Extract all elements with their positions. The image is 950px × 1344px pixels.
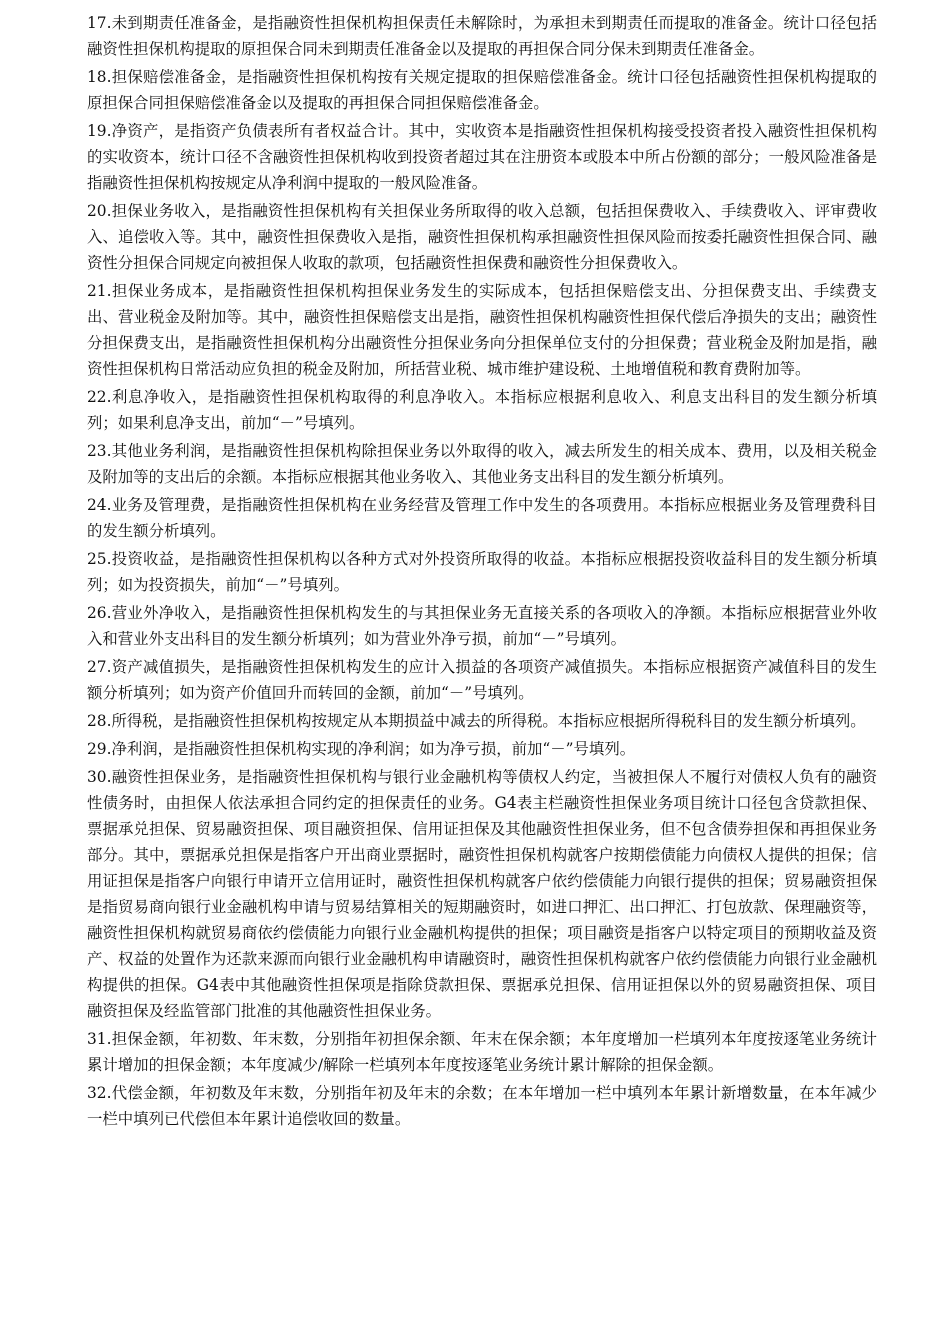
paragraph-24-business-management-fee: 24.业务及管理费，是指融资性担保机构在业务经营及管理工作中发生的各项费用。本指标应根据业务及管理费科目的发生额分析填列。	[87, 496, 877, 540]
paragraph-25-investment-income: 25.投资收益，是指融资性担保机构以各种方式对外投资所取得的收益。本指标应根据投资收益科目的发生额分析填列；如为投资损失，前加“－”号填列。	[87, 550, 877, 594]
paragraph-22-net-interest-income: 22.利息净收入，是指融资性担保机构取得的利息净收入。本指标应根据利息收入、利息支出科目的发生额分析填列；如果利息净支出，前加“－”号填列。	[87, 388, 877, 432]
document-page	[87, 10, 877, 1134]
paragraph-29-net-profit: 29.净利润，是指融资性担保机构实现的净利润；如为净亏损，前加“－”号填列。	[87, 740, 636, 758]
paragraph-18-guarantee-compensation-reserve: 18.担保赔偿准备金，是指融资性担保机构按有关规定提取的担保赔偿准备金。统计口径包括融资性担保机构提取的原担保合同担保赔偿准备金以及提取的再担保合同担保赔偿准备金。	[87, 68, 877, 112]
paragraph-26-non-operating-net-income: 26.营业外净收入，是指融资性担保机构发生的与其担保业务无直接关系的各项收入的净额。本指标应根据营业外收入和营业外支出科目的发生额分析填列；如为营业外净亏损，前加“－”号填列。	[87, 604, 877, 648]
paragraph-21-guarantee-business-cost: 21.担保业务成本，是指融资性担保机构担保业务发生的实际成本，包括担保赔偿支出、分担保费支出、手续费支出、营业税金及附加等。其中，融资性担保赔偿支出是指，融资性担保机构融资性担保代偿后净损失的支出；融资性分担保费支出，是指融资性担保机构分出融资性分担保业务向分担保单位支付的分担保费；营业税金及附加是指，融资性担保机构日常活动应负担的税金及附加，所括营业税、城市维护建设税、土地增值税和教育费附加等。	[87, 282, 877, 378]
paragraph-17-unexpired-liability-reserve: 17.未到期责任准备金，是指融资性担保机构担保责任未解除时，为承担未到期责任而提取的准备金。统计口径包括融资性担保机构提取的原担保合同未到期责任准备金以及提取的再担保合同分保未到期责任准备金。	[87, 14, 877, 58]
paragraph-20-guarantee-business-income: 20.担保业务收入，是指融资性担保机构有关担保业务所取得的收入总额，包括担保费收入、手续费收入、评审费收入、追偿收入等。其中，融资性担保费收入是指，融资性担保机构承担融资性担保风险而按委托融资性担保合同、融资性分担保合同规定向被担保人收取的款项，包括融资性担保费和融资性分担保费收入。	[87, 202, 877, 272]
paragraph-32-compensation-amount: 32.代偿金额，年初数及年末数，分别指年初及年末的余数；在本年增加一栏中填列本年累计新增数量，在本年减少一栏中填列已代偿但本年累计追偿收回的数量。	[87, 1084, 877, 1128]
paragraph-27-asset-impairment-loss: 27.资产减值损失，是指融资性担保机构发生的应计入损益的各项资产减值损失。本指标应根据资产减值科目的发生额分析填列；如为资产价值回升而转回的金额，前加“－”号填列。	[87, 658, 877, 702]
paragraph-28-income-tax: 28.所得税，是指融资性担保机构按规定从本期损益中减去的所得税。本指标应根据所得税科目的发生额分析填列。	[87, 712, 866, 730]
paragraph-19-net-assets: 19.净资产，是指资产负债表所有者权益合计。其中，实收资本是指融资性担保机构接受投资者投入融资性担保机构的实收资本，统计口径不含融资性担保机构收到投资者超过其在注册资本或股本中所占份额的部分；一般风险准备是指融资性担保机构按规定从净利润中提取的一般风险准备。	[87, 122, 877, 192]
paragraph-31-guarantee-amount: 31.担保金额，年初数、年末数，分别指年初担保余额、年末在保余额；本年度增加一栏填列本年度按逐笔业务统计累计增加的担保金额；本年度减少/解除一栏填列本年度按逐笔业务统计累计解除的担保金额。	[87, 1030, 877, 1074]
paragraph-30-financing-guarantee-business: 30.融资性担保业务，是指融资性担保机构与银行业金融机构等债权人约定，当被担保人不履行对债权人负有的融资性债务时，由担保人依法承担合同约定的担保责任的业务。G4表主栏融资性担保业务项目统计口径包含贷款担保、票据承兑担保、贸易融资担保、项目融资担保、信用证担保及其他融资性担保业务，但不包含债券担保和再担保业务部分。其中，票据承兑担保是指客户开出商业票据时，融资性担保机构就客户按期偿债能力向债权人提供的担保；信用证担保是指客户向银行申请开立信用证时，融资性担保机构就客户依约偿债能力向银行提供的担保；贸易融资担保是指贸易商向银行业金融机构申请与贸易结算相关的短期融资时，如进口押汇、出口押汇、打包放款、保理融资等，融资性担保机构就贸易商依约偿债能力向银行业金融机构提供的担保；项目融资是指客户以特定项目的预期收益及资产、权益的处置作为还款来源而向银行业金融机构申请融资时，融资性担保机构就客户依约偿债能力向银行业金融机构提供的担保。G4表中其他融资性担保项是指除贷款担保、票据承兑担保、信用证担保以外的贸易融资担保、项目融资担保及经监管部门批准的其他融资性担保业务。	[87, 768, 877, 1020]
paragraph-23-other-business-profit: 23.其他业务利润，是指融资性担保机构除担保业务以外取得的收入，减去所发生的相关成本、费用，以及相关税金及附加等的支出后的余额。本指标应根据其他业务收入、其他业务支出科目的发生额分析填列。	[87, 442, 877, 486]
